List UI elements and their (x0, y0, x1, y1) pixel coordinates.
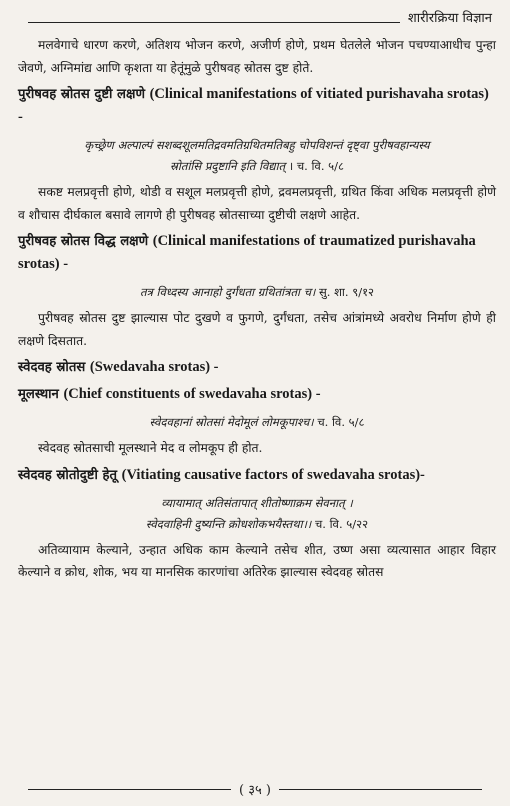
heading-english: (Chief constituents of swedavaha srotas) - (63, 386, 321, 402)
heading-english: (Vitiating causative factors of swedavaha srotas)- (121, 466, 425, 483)
verse-line: व्यायामात् अतिसंतापात् शीतोष्णाक्रम सेवनात् । (161, 495, 353, 510)
verse-reference: । च. वि. ५/८ (288, 159, 344, 173)
heading-marathi: पुरीषवह स्रोतस विद्ध लक्षणे (18, 234, 149, 249)
page-body (18, 34, 496, 584)
verse-1 (18, 135, 496, 177)
verse-reference: च. वि. ५/८ (317, 415, 365, 429)
verse-reference: च. वि. ५/२२ (314, 516, 369, 531)
paragraph-3: पुरीषवह स्रोतस दुष्ट झाल्यास पोट दुखणे व फुगणे, दुर्गंधता, तसेच आंत्रांमध्ये अवरोध निर्माण होणे ही लक्षणे दिसतात. (18, 311, 496, 348)
heading-swedavaha-srotas (18, 356, 496, 379)
heading-vitiated-purishavaha (18, 83, 496, 129)
footer-rule-right (279, 789, 482, 790)
heading-traumatized-purishavaha (18, 230, 496, 276)
verse-line: कृच्छ्रेण अल्पाल्पं सशब्दशूलमतिद्रवमतिग्रथितमतिबहु चोपविशन्तं दृष्ट्वा पुरीषवहान्यस्य (84, 138, 430, 152)
verse-line: स्वेदवहानां स्रोतसां मेदोमूलं लोमकूपाश्च। (149, 415, 314, 429)
header-title: शारीरक्रिया विज्ञान (407, 11, 492, 26)
paragraph-2: सकष्ट मलप्रवृत्ती होणे, थोडी व सशूल मलप्रवृत्ती होणे, द्रवमलप्रवृत्ती, ग्रथित किंवा अधिक मलप्रवृत्ती होणे व शौचास दीर्घकाल बसावे लागणे ही पुरीषवह स्रोतसाच्या दुष्टीची लक्षणे आहेत. (18, 185, 496, 222)
running-header (28, 6, 492, 26)
paragraph-1: मलवेगाचे धारण करणे, अतिशय भोजन करणे, अजीर्ण होणे, प्रथम घेतलेले भोजन पचण्याआधीच पुन्हा जेवणे, अग्निमांद्य आणि कृशता या हेतूंमुळे पुरीषवह स्रोतस दुष्ट होते. (18, 38, 496, 75)
paragraph-5: अतिव्यायाम केल्याने, उन्हात अधिक काम केल्याने तसेच शीत, उष्ण असा व्यत्यासात आहार विहार केल्याने व क्रोध, शोक, भय या मानसिक कारणांचा अतिरेक झाल्यास स्वेदवह स्रोतस (18, 542, 496, 579)
verse-line: स्रोतांसि प्रदुष्टानि इति विद्यात् (170, 159, 286, 173)
paragraph-4: स्वेदवह स्रोतसाची मूलस्थाने मेद व लोमकूप ही होत. (38, 441, 263, 455)
heading-marathi: मूलस्थान (18, 387, 59, 402)
verse-line: तत्र विध्दस्य आनाहो दुर्गंधता ग्रथितांत्रता च। (139, 285, 316, 299)
heading-english: (Clinical manifestations of traumatized purishavaha srotas) - (18, 233, 476, 272)
header-rule (28, 22, 400, 23)
verse-reference: सु. शा. ९/१२ (319, 285, 375, 299)
verse-line: स्वेदवाहिनी दुष्यन्ति क्रोधशोकभयैस्तथा।। (145, 516, 312, 531)
page-number: ( ३५ ) (239, 783, 271, 798)
heading-marathi: स्वेदवह स्रोतस (18, 360, 86, 375)
heading-english: (Clinical manifestations of vitiated purishavaha srotas) - (18, 86, 489, 125)
verse-4 (18, 493, 496, 535)
footer-rule-left (28, 789, 231, 790)
heading-marathi: पुरीषवह स्रोतस दुष्टी लक्षणे (18, 87, 145, 102)
heading-english: (Swedavaha srotas) - (89, 359, 219, 375)
verse-3 (18, 412, 496, 433)
verse-2 (18, 282, 496, 303)
heading-chief-constituents (18, 383, 496, 406)
heading-marathi: स्वेदवह स्रोतोदुष्टी हेतू (18, 467, 118, 483)
page-footer (28, 780, 482, 798)
heading-causative-factors (18, 464, 496, 487)
